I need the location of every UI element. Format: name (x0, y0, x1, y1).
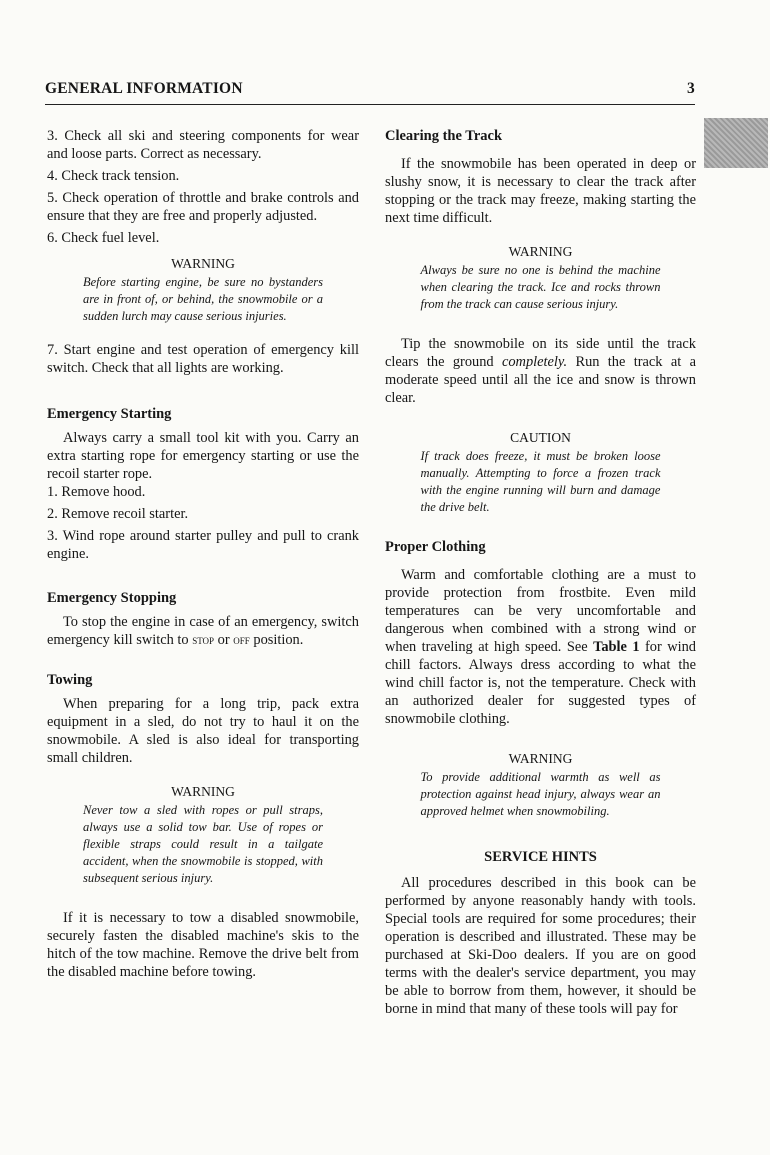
table-reference: Table 1 (593, 639, 640, 655)
warning-text: Before starting engine, be sure no bystanders are in front of, or behind, the snowmobile or a sudden lurch may cause serious injuries. (83, 275, 323, 323)
heading-service-hints: SERVICE HINTS (484, 849, 597, 865)
towing-closing: If it is necessary to tow a disabled snowmobile, securely fasten the disabled machine's skis to the hitch of the tow machine. Remove the drive belt from the disabled machine before towing. (47, 910, 359, 980)
page-header (45, 80, 695, 98)
heading-proper-clothing: Proper Clothing (385, 539, 486, 555)
clearing-tip: Tip the snowmobile on its side until the track clears the ground completely. Run the track at a moderate speed until all the ice and snow is thrown clear. (385, 336, 696, 406)
chapter-thumb-tab (704, 118, 768, 168)
es-step-2: 2. Remove recoil starter. (47, 506, 189, 522)
towing-intro: When preparing for a long trip, pack extra equipment in a sled, do not try to haul it on the snowmobile. A sled is also ideal for transporting small children. (47, 696, 359, 766)
page-number: 3 (687, 80, 695, 97)
caution-title: CAUTION (510, 430, 571, 445)
warning-box-clothing (421, 750, 661, 820)
emergency-stopping-text: To stop the engine in case of an emergency, switch emergency kill switch to stop or off position. (47, 614, 359, 648)
warning-title: WARNING (171, 784, 235, 799)
step-6: 6. Check fuel level. (47, 230, 160, 246)
heading-emergency-starting: Emergency Starting (47, 406, 172, 422)
warning-title: WARNING (508, 244, 573, 259)
clearing-intro: If the snowmobile has been operated in deep or slushy snow, it is necessary to clear the track after stopping or the track may freeze, making starting the next time difficult. (385, 156, 696, 226)
step-4: 4. Check track tension. (47, 168, 180, 184)
caution-text: If track does freeze, it must be broken loose manually. Attempting to force a frozen track with the engine running will burn and damage the drive belt. (420, 449, 661, 514)
emergency-starting-intro: Always carry a small tool kit with you. Carry an extra starting rope for emergency starting or use the recoil starter rope. (47, 430, 359, 482)
heading-emergency-stopping: Emergency Stopping (47, 590, 177, 606)
es-step-3: 3. Wind rope around starter pulley and pull to crank engine. (47, 528, 359, 562)
step-5: 5. Check operation of throttle and brake controls and ensure that they are free and properly adjusted. (47, 190, 359, 224)
heading-towing: Towing (47, 672, 93, 688)
warning-text: Always be sure no one is behind the machine when clearing the track. Ice and rocks thrown from the track can cause serious injury. (420, 263, 661, 311)
warning-box-towing (83, 783, 323, 887)
stop-word: stop (192, 632, 215, 647)
clothing-text: Warm and comfortable clothing are a must to provide protection from frostbite. Even mild temperatures can be very uncomfortable and dangerous when combined with a strong wind or when traveling at high speed. See Table 1 for wind chill factors. Always dress according to what the wind chill factor is, not the temperature. Check with an authorized dealer for suggested types of snowmobile clothing. (385, 567, 696, 727)
warning-box-starting (83, 255, 323, 325)
warning-text: To provide additional warmth as well as protection against head injury, always wear an approved helmet when snowmobiling. (420, 770, 661, 818)
warning-title: WARNING (508, 751, 573, 766)
warning-title: WARNING (171, 256, 235, 271)
off-word: off (233, 632, 250, 647)
caution-box (421, 429, 661, 516)
right-column (385, 127, 696, 1018)
section-title: GENERAL INFORMATION (45, 80, 243, 97)
warning-text: Never tow a sled with ropes or pull straps, always use a solid tow bar. Use of ropes or flexible straps could result in a tailgate accident, when the snowmobile is stopped, with subsequent serious injury. (83, 803, 323, 885)
step-3: 3. Check all ski and steering components for wear and loose parts. Correct as necessary. (47, 128, 359, 162)
heading-clearing-track: Clearing the Track (385, 128, 503, 144)
step-7: 7. Start engine and test operation of emergency kill switch. Check that all lights are working. (47, 342, 359, 376)
es-step-1: 1. Remove hood. (47, 484, 146, 500)
header-rule (45, 104, 695, 105)
left-column (47, 127, 359, 981)
emphasis-completely: completely. (501, 354, 568, 370)
warning-box-clearing (421, 243, 661, 313)
service-hints-text: All procedures described in this book can be performed by anyone reasonably handy with tools. Special tools are required for some procedures; their operation is described and illustrated. These may be purchased at Ski-Doo dealers. If you are on good terms with the dealer's service department, you may be able to borrow from them, however, it should be borne in mind that many of these tools will pay for (385, 875, 696, 1017)
